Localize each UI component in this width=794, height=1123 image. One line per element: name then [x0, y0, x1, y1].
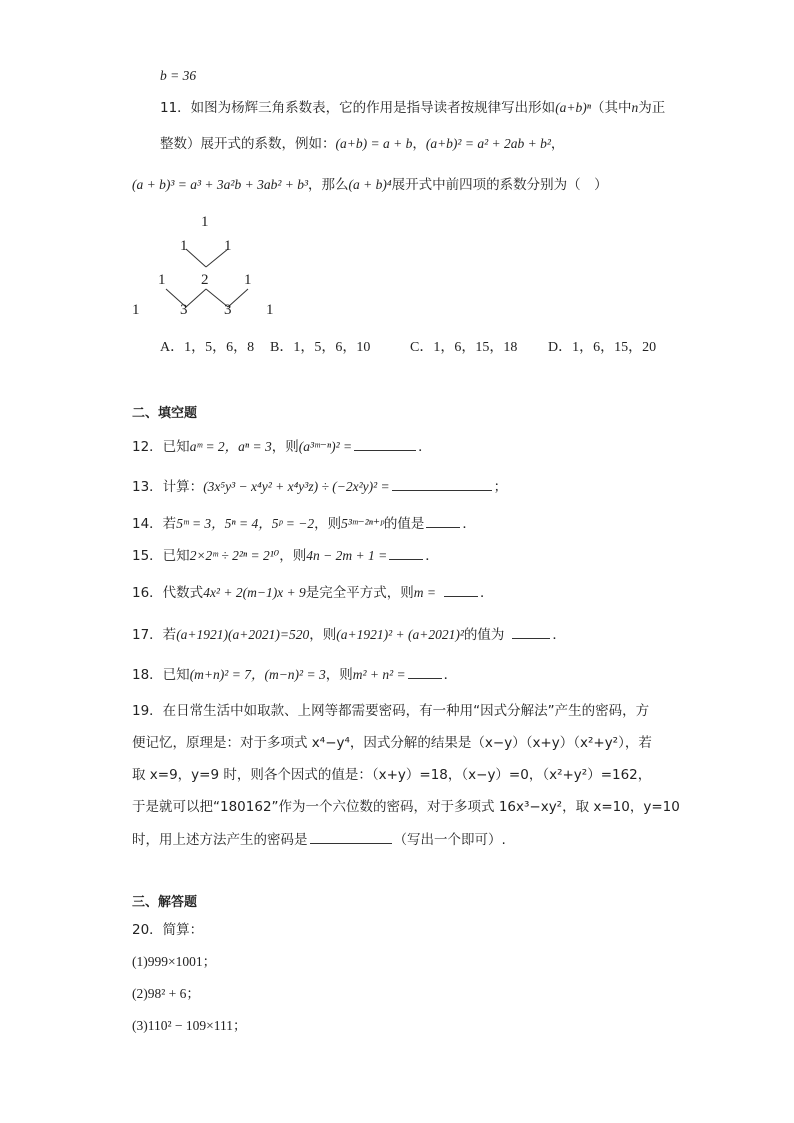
- q11-line3: (a + b)³ = a³ + 3a²b + 3ab² + b³，那么(a + b)⁴展开式中前四项的系数分别为（ ）: [132, 177, 608, 193]
- q20-title: 20．简算：: [132, 922, 204, 938]
- q18: 18．已知(m+n)² = 7，(m−n)² = 3，则m² + n² = ．: [132, 664, 457, 685]
- tri-r3-c3: 1: [266, 302, 274, 318]
- option-b[interactable]: B．1，5，6，10: [270, 340, 371, 355]
- q17: 17．若(a+1921)(a+2021)=520，则(a+1921)² + (a+2021)²的值为 ．: [132, 624, 566, 645]
- q17-answer-blank[interactable]: [512, 624, 550, 639]
- q20-item-1: (1)999×1001；: [132, 954, 217, 969]
- q15: 15．已知2×2ᵐ ÷ 2²ⁿ = 2¹⁰，则4n − 2m + 1 = ．: [132, 545, 439, 566]
- q18-answer-blank[interactable]: [408, 664, 442, 679]
- option-c[interactable]: C．1，6，15，18: [410, 340, 518, 355]
- section-solve: 三、解答题: [132, 895, 198, 910]
- q19-line2: 便记忆，原理是：对于多项式 x⁴−y⁴，因式分解的结果是（x−y）（x+y）（x²+y²），若: [132, 735, 652, 751]
- q20-item-3: (3)110² − 109×111；: [132, 1018, 247, 1033]
- q13: 13．计算：(3x⁵y³ − x⁴y² + x⁴y³z) ÷ (−2x²y)² = ；: [132, 476, 507, 497]
- q12-answer-blank[interactable]: [354, 436, 416, 451]
- tri-r1-c1: 1: [224, 238, 232, 254]
- tri-r3-c1: 3: [180, 302, 188, 318]
- option-a[interactable]: A．1，5，6，8: [160, 340, 255, 355]
- q20-item-2: (2)98² + 6；: [132, 986, 200, 1001]
- q11-line1: 11．如图为杨辉三角系数表，它的作用是指导读者按规律写出形如(a+b)ⁿ（其中n为正: [160, 100, 666, 116]
- triangle-lines: [0, 0, 794, 330]
- q14-answer-blank[interactable]: [426, 513, 460, 528]
- previous-answer: b = 36: [160, 68, 197, 83]
- q13-answer-blank[interactable]: [392, 476, 492, 491]
- tri-r0-c0: 1: [201, 214, 209, 230]
- q14: 14．若5ᵐ = 3，5ⁿ = 4，5ᵖ = −2，则5³ᵐ⁻²ⁿ⁺ᵖ的值是 ．: [132, 513, 476, 534]
- tri-r2-c1: 2: [201, 272, 209, 288]
- q16: 16．代数式4x² + 2(m−1)x + 9是完全平方式，则m = ．: [132, 582, 494, 603]
- option-d[interactable]: D．1，6，15，20: [548, 340, 657, 355]
- q12: 12．已知aᵐ = 2，aⁿ = 3，则(a³ᵐ⁻ⁿ)² = ．: [132, 436, 432, 457]
- q19-line4: 于是就可以把“180162”作为一个六位数的密码，对于多项式 16x³−xy²，取 x=10，y=10: [132, 799, 680, 815]
- q15-answer-blank[interactable]: [389, 545, 423, 560]
- tri-r3-c0: 1: [132, 302, 140, 318]
- q11-line2: 整数）展开式的系数，例如：(a+b) = a + b，(a+b)² = a² + 2ab + b²，: [160, 136, 565, 152]
- tri-r1-c0: 1: [180, 238, 188, 254]
- q19-answer-blank[interactable]: [310, 829, 392, 844]
- q19-line1: 19．在日常生活中如取款、上网等都需要密码，有一种用“因式分解法”产生的密码，方: [132, 703, 650, 719]
- tri-r2-c0: 1: [158, 272, 166, 288]
- q19-line5: 时，用上述方法产生的密码是 （写出一个即可）.: [132, 829, 506, 850]
- q19-line3: 取 x=9，y=9 时，则各个因式的值是：（x+y）=18，（x−y）=0，（x²+y²）=162，: [132, 767, 652, 783]
- tri-r3-c2: 3: [224, 302, 232, 318]
- q16-answer-blank[interactable]: [444, 582, 478, 597]
- tri-r2-c2: 1: [244, 272, 252, 288]
- section-fill-in-blank: 二、填空题: [132, 406, 198, 421]
